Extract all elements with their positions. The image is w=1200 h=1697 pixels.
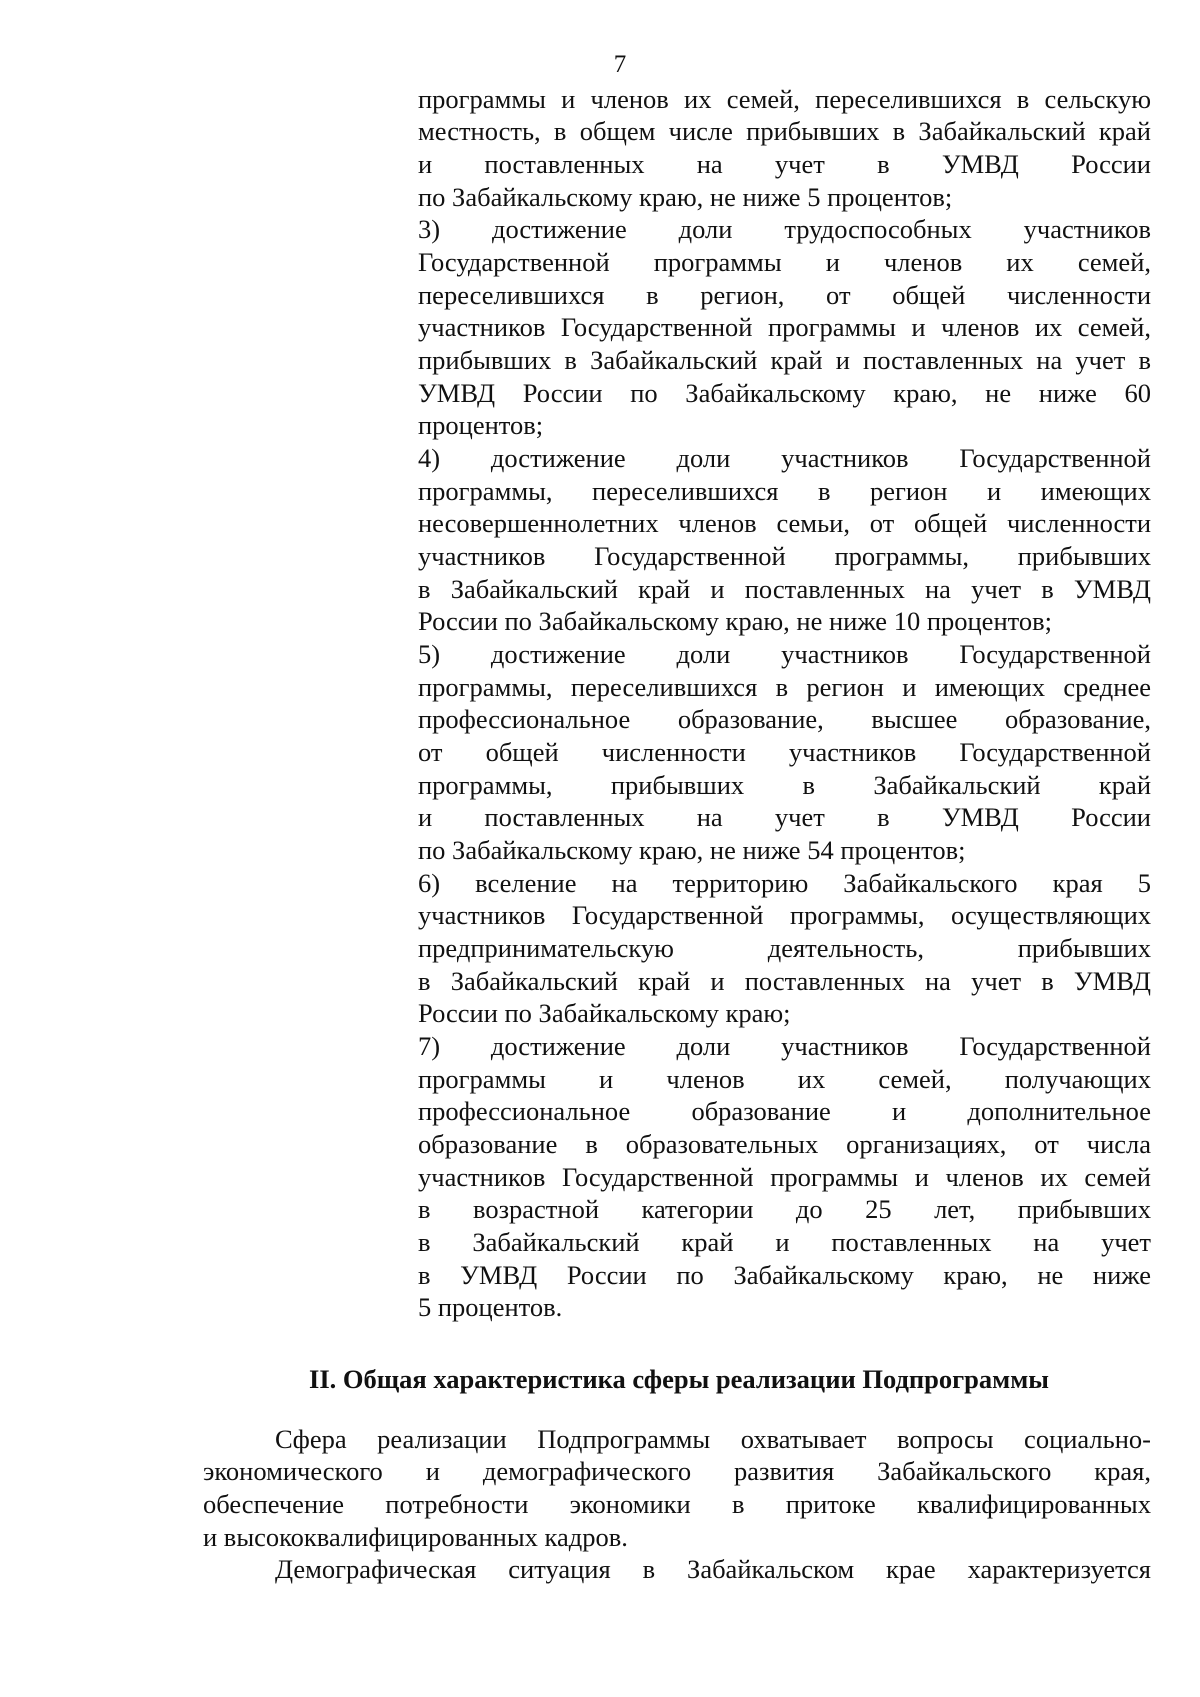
text-line: в Забайкальский край и поставленных на учет в УМВД bbox=[418, 574, 1151, 604]
text-line: в Забайкальский край и поставленных на учет bbox=[418, 1227, 1151, 1257]
text-line: и поставленных на учет в УМВД России bbox=[418, 802, 1151, 832]
text-line: программы и членов их семей, получающих bbox=[418, 1064, 1151, 1094]
section-heading: II. Общая характеристика сферы реализации Подпрограммы bbox=[309, 1364, 1049, 1394]
text-line: образование в образовательных организациях, от числа bbox=[418, 1129, 1151, 1159]
text-line: 7) достижение доли участников Государственной bbox=[418, 1031, 1151, 1061]
text-line: процентов; bbox=[418, 410, 544, 440]
text-line: 4) достижение доли участников Государственной bbox=[418, 443, 1151, 473]
text-line: программы, прибывших в Забайкальский край bbox=[418, 770, 1151, 800]
text-line: по Забайкальскому краю, не ниже 5 процентов; bbox=[418, 182, 953, 212]
text-line: по Забайкальскому краю, не ниже 54 процентов; bbox=[418, 835, 966, 865]
text-line: 6) вселение на территорию Забайкальского края 5 bbox=[418, 868, 1151, 898]
text-line: программы, переселившихся в регион и имеющих bbox=[418, 476, 1151, 506]
text-line: УМВД России по Забайкальскому краю, не ниже 60 bbox=[418, 378, 1151, 408]
text-line: прибывших в Забайкальский край и поставленных на учет в bbox=[418, 345, 1151, 375]
text-line: в Забайкальский край и поставленных на учет в УМВД bbox=[418, 966, 1151, 996]
text-line: программы, переселившихся в регион и имеющих среднее bbox=[418, 672, 1151, 702]
text-line: экономического и демографического развития Забайкальского края, bbox=[203, 1456, 1151, 1486]
text-line: Сфера реализации Подпрограммы охватывает вопросы социально- bbox=[275, 1424, 1151, 1454]
text-line: 3) достижение доли трудоспособных участников bbox=[418, 214, 1151, 244]
text-line: 5) достижение доли участников Государственной bbox=[418, 639, 1151, 669]
text-line: переселившихся в регион, от общей численности bbox=[418, 280, 1151, 310]
text-line: и поставленных на учет в УМВД России bbox=[418, 149, 1151, 179]
text-line: участников Государственной программы, прибывших bbox=[418, 541, 1151, 571]
text-line: профессиональное образование, высшее образование, bbox=[418, 704, 1151, 734]
text-line: Государственной программы и членов их семей, bbox=[418, 247, 1151, 277]
text-line: профессиональное образование и дополнительное bbox=[418, 1096, 1151, 1126]
text-line: местность, в общем числе прибывших в Забайкальский край bbox=[418, 116, 1151, 146]
text-line: Демографическая ситуация в Забайкальском крае характеризуется bbox=[275, 1554, 1151, 1584]
page-number: 7 bbox=[613, 51, 627, 78]
text-line: участников Государственной программы, осуществляющих bbox=[418, 900, 1151, 930]
text-line: участников Государственной программы и членов их семей, bbox=[418, 312, 1151, 342]
text-line: предпринимательскую деятельность, прибывших bbox=[418, 933, 1151, 963]
text-line: России по Забайкальскому краю, не ниже 10 процентов; bbox=[418, 606, 1052, 636]
text-line: и высококвалифицированных кадров. bbox=[203, 1522, 628, 1552]
text-line: программы и членов их семей, переселившихся в сельскую bbox=[418, 84, 1151, 114]
text-line: 5 процентов. bbox=[418, 1292, 563, 1322]
text-line: от общей численности участников Государственной bbox=[418, 737, 1151, 767]
text-line: России по Забайкальскому краю; bbox=[418, 998, 791, 1028]
text-line: несовершеннолетних членов семьи, от общей численности bbox=[418, 508, 1151, 538]
text-line: обеспечение потребности экономики в притоке квалифицированных bbox=[203, 1489, 1151, 1519]
text-line: участников Государственной программы и членов их семей bbox=[418, 1162, 1151, 1192]
text-line: в УМВД России по Забайкальскому краю, не ниже bbox=[418, 1260, 1151, 1290]
text-line: в возрастной категории до 25 лет, прибывших bbox=[418, 1194, 1151, 1224]
